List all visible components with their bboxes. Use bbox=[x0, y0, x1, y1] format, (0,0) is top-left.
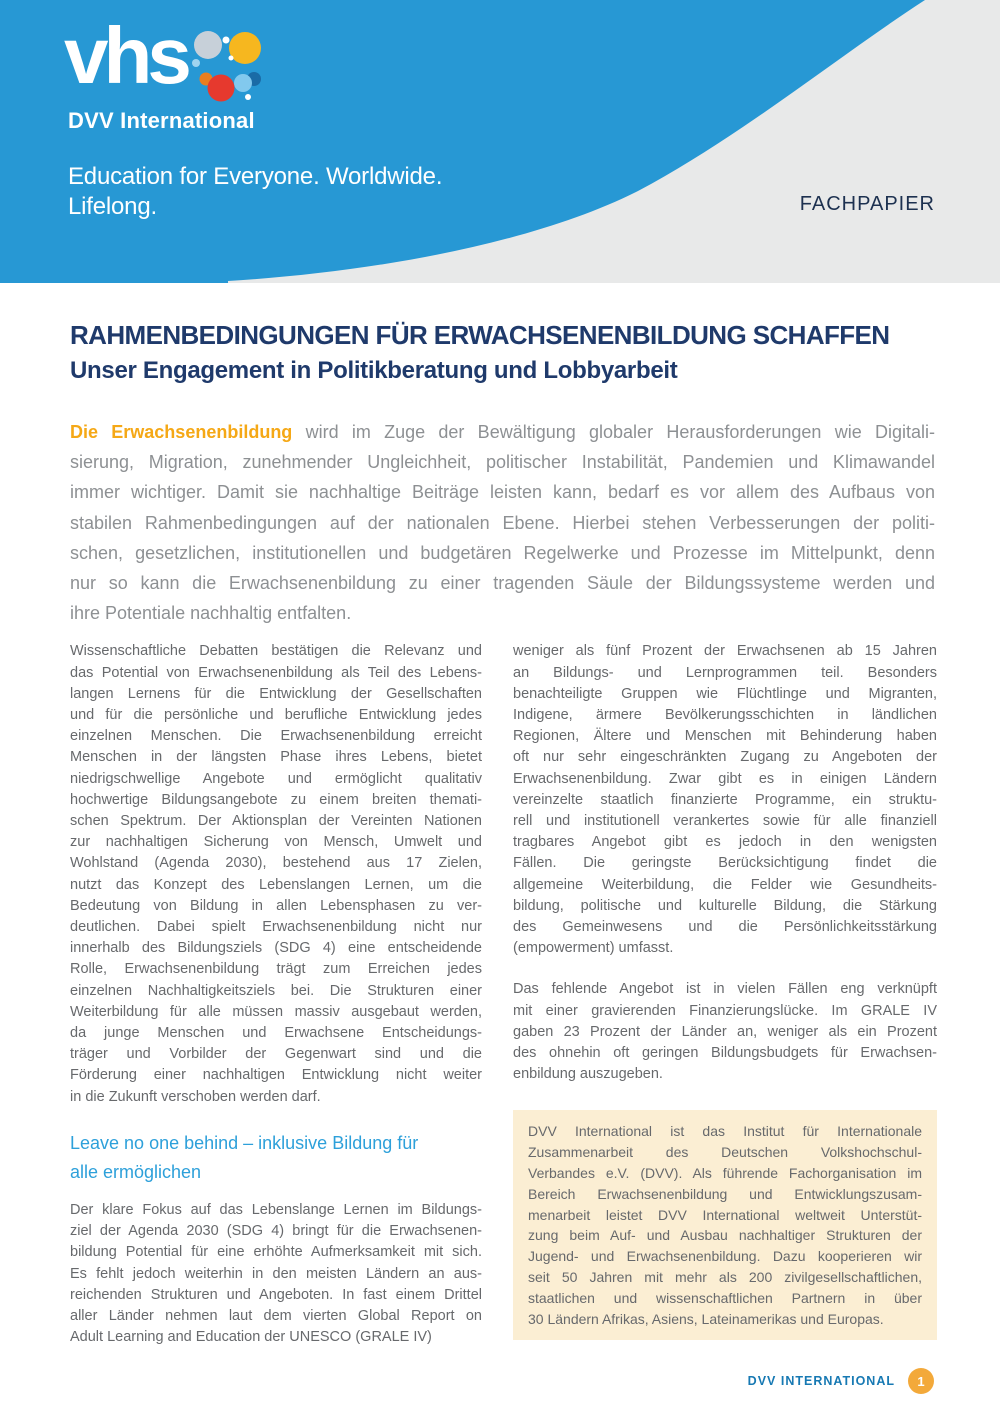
logo-subtitle: DVV International bbox=[68, 108, 255, 133]
lead-continuation: sierung, Migration, zunehmender Ungleichheit, politischer Instabilität, Pandemien und Klimawandel immer wichtiger. Damit sie nachhaltige Beiträge leisten kann, bedarf es vor allem des Aufbaus von stabilen Rahmenbedingungen auf der nationalen Ebene. Hierbei stehen Verbesserungen der politi- schen, gesetzlichen, institutionellen und budgetären Regelwerke und Prozesse im Mittelpunkt, denn nur so kann die Erwachsenenbildung zu einer tragenden Säule der Bildungssysteme werden und ihre Potentiale nachhaltig entfalten. bbox=[70, 452, 935, 624]
lead-first-line-rest: wird im Zuge der Bewältigung globaler Herausforderungen wie Digitali- bbox=[292, 422, 935, 442]
right-column bbox=[513, 641, 937, 1340]
right-paragraph-2: Das fehlende Angebot ist in vielen Fällen eng verknüpft mit einer gravierenden Finanzierungslücke. Im GRALE IV gaben 23 Prozent der Länder an, weniger als ein Prozent des ohnehin oft geringen Bildungsbudgets für Erwachsen- enbildung auszugeben. bbox=[513, 981, 937, 1083]
body-columns bbox=[70, 641, 1000, 1348]
page-title: RAHMENBEDINGUNGEN FÜR ERWACHSENENBILDUNG SCHAFFEN bbox=[70, 320, 890, 350]
lead-first-line bbox=[70, 417, 935, 447]
page-subtitle: Unser Engagement in Politikberatung und Lobbyarbeit bbox=[70, 357, 678, 384]
page-number-badge: 1 bbox=[908, 1368, 934, 1394]
tagline-line-2: Lifelong. bbox=[68, 193, 157, 220]
left-paragraph-2: Der klare Fokus auf das Lebenslange Lernen im Bildungs- ziel der Agenda 2030 (SDG 4) bringt für die Erwachsenen- bildung Potential für eine erhöhte Aufmerksamkeit mit sich. Es fehlt jedoch weiterhin in den meisten Ländern an aus- reichenden Strukturen und Angeboten. In fast einem Drittel aller Länder nehmen laut dem vierten Global Report on Adult Learning and Education der UNESCO (GRALE IV) bbox=[70, 1201, 482, 1346]
document-type-label: FACHPAPIER bbox=[799, 193, 935, 215]
vhs-logo-dots-icon bbox=[183, 22, 278, 107]
info-box: DVV International ist das Institut für Internationale Zusammenarbeit des Deutschen Volkshochschul- Verbandes e.V. (DVV). Als führende Fachorganisation im Bereich Erwachsenenbildung und Entwicklungszusam- menarbeit leistet DVV International weltweit Unterstüt- zung beim Auf- und Ausbau nachhaltiger Strukturen der Jugend- und Erwachsenenbildung. Dazu kooperieren wir seit 50 Jahren mit mehr als 200 zivilgesellschaftlichen, staatlichen und wissenschaftlichen Partnern in über 30 Ländern Afrikas, Asiens, Lateinamerikas und Europas. bbox=[513, 1110, 937, 1340]
vhs-logo-text: vhs bbox=[64, 11, 187, 100]
tagline bbox=[68, 162, 442, 222]
right-paragraph-1: weniger als fünf Prozent der Erwachsenen ab 15 Jahren an Bildungs- und Lernprogrammen teil. Besonders benachteiligte Gruppen wie Flüchtlinge und Migranten, Indigene, ärmere Bevölkerungsschichten in ländlichen Regionen, Ältere und Menschen mit Behinderung haben oft nur sehr eingeschränkten Zugang zu Angeboten der Erwachsenenbildung. Zwar gibt es in einigen Ländern vereinzelte staatlich finanzierte Programme, ein struktu- rell und institutionell verankertes sowie für alle finanziell tragbares Angebot gibt es jedoch in den wenigsten Fällen. Die geringste Berücksichtigung findet die allgemeine Weiterbildung, die Felder wie Gesundheits- bildung, politische und kulturelle Bildung, die Stärkung des Gemeinwesens und die Persönlichkeitsstärkung (empowerment) umfasst. bbox=[513, 643, 937, 957]
lead-paragraph bbox=[70, 417, 935, 628]
footer-label: DVV INTERNATIONAL bbox=[747, 1374, 895, 1388]
lead-highlight: Die Erwachsenenbildung bbox=[70, 422, 293, 442]
tagline-line-1: Education for Everyone. Worldwide. bbox=[68, 163, 443, 190]
left-paragraph-1: Wissenschaftliche Debatten bestätigen die Relevanz und das Potential von Erwachsenenbildung als Teil des Lebens- langen Lernens für die Entwicklung der Gesellschaften und für die persönliche und berufliche Entwicklung jedes einzelnen Menschen. Die Erwachsenenbildung erreicht Menschen in der längsten Phase ihres Lebens, bietet niedrigschwellige Angebote und ermöglicht qualitativ hochwertige Bildungsangebote zu einem breiten themati- schen Spektrum. Der Aktionsplan der Vereinten Nationen zur nachhaltigen Sicherung von Mensch, Umwelt und Wohlstand (Agenda 2030), bestehend aus 17 Zielen, nutzt das Konzept des Lebenslangen Lernen, um die Bedeutung von Bildung in allen Lebensphasen zu ver- deutlichen. Dabei spielt Erwachsenenbildung nicht nur innerhalb des Bildungsziels (SDG 4) eine entscheidende Rolle, Erwachsenenbildung trägt zum Erreichen jedes einzelnen Nachhaltigkeitsziels bei. Die Strukturen einer Weiterbildung für alle müssen massiv ausgebaut werden, da junge Menschen und Erwachsene Entscheidungs- träger und Vorbilder der Gegenwart sind und die Förderung einer nachhaltigen Entwicklung nicht weiter in die Zukunft verschoben werden darf. bbox=[70, 643, 482, 1105]
section-heading: Leave no one behind – inklusive Bildung für alle ermöglichen bbox=[70, 1132, 419, 1182]
header-banner bbox=[0, 0, 1000, 283]
page-footer bbox=[748, 1368, 934, 1394]
title-block bbox=[70, 320, 935, 386]
left-column bbox=[70, 641, 482, 1348]
